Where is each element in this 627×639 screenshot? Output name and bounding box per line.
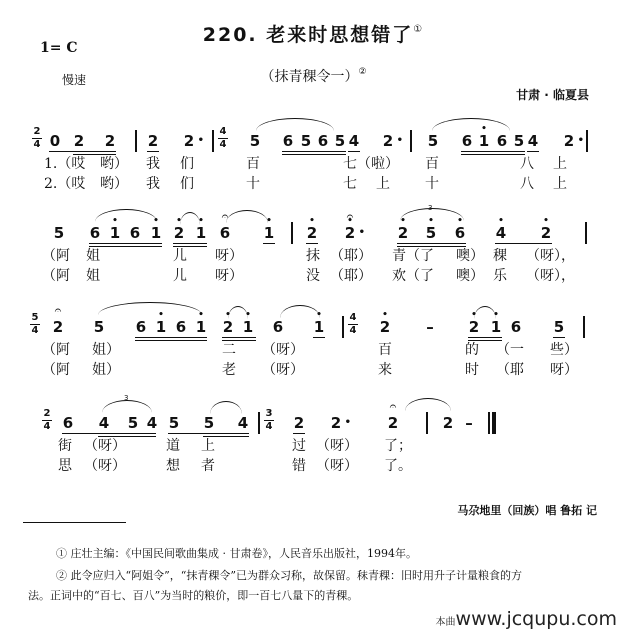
note: 5 — [53, 224, 65, 242]
lyric: 道 — [166, 438, 180, 454]
lyric: （呀） — [84, 458, 126, 474]
lyric: 街 — [58, 438, 72, 454]
beam — [306, 243, 318, 244]
note: • 2 — [379, 318, 391, 336]
lyric: 我 — [146, 156, 160, 172]
note: 2 • — [330, 414, 342, 432]
watermark-prefix: 本曲 — [435, 617, 456, 628]
score-line-3 — [0, 303, 627, 396]
note: • 6 — [454, 224, 466, 242]
lyric: 二 — [222, 342, 236, 358]
tempo-marking: 慢速 — [62, 73, 87, 87]
beam — [461, 151, 525, 152]
score-line-1 — [0, 120, 627, 210]
beam — [397, 246, 466, 247]
lyric: 抹 — [306, 248, 320, 264]
note: 4 — [237, 414, 249, 432]
lyric: （耶） — [330, 268, 372, 284]
note: • 1 — [195, 318, 207, 336]
subtitle — [0, 66, 627, 86]
note: 6 — [272, 318, 284, 336]
note: • 1 — [242, 318, 254, 336]
fermata-icon: 𝄐 — [346, 209, 354, 223]
note: 4 — [527, 132, 539, 150]
lyric: 了； — [384, 438, 412, 454]
lyric: （呀） — [316, 458, 358, 474]
note: • 1 — [313, 318, 325, 336]
lyric: 噢） — [456, 268, 484, 284]
note: • 2 • — [344, 224, 356, 242]
watermark[interactable] — [436, 608, 617, 630]
note: • 2 — [468, 318, 480, 336]
lyric: 姐） — [92, 362, 120, 378]
footnote-ref-1[interactable]: ① — [413, 24, 425, 35]
barline — [212, 130, 214, 152]
beam — [282, 151, 346, 152]
lyric: 呀） — [215, 268, 243, 284]
beam — [553, 337, 565, 338]
note: 6 — [461, 132, 473, 150]
lyric: 十 — [425, 176, 439, 192]
note: 5 — [93, 318, 105, 336]
fermata-icon: 𝄐 — [389, 399, 397, 413]
lyric: （一 — [496, 342, 524, 358]
note: • 4 — [495, 224, 507, 242]
lyric: 儿 — [173, 268, 187, 284]
song-title — [0, 20, 627, 47]
barline — [585, 222, 587, 244]
beam — [173, 243, 207, 244]
note: 5 — [334, 132, 346, 150]
lyric: （呀）， — [526, 268, 575, 284]
note: • 1 — [478, 132, 490, 150]
lyric: 了。 — [384, 458, 412, 474]
beam — [73, 154, 116, 155]
lyric: 时 — [465, 362, 479, 378]
lyric: 百 — [246, 156, 260, 172]
note: 6 — [135, 318, 147, 336]
fermata-icon: 𝄐 — [221, 209, 229, 223]
note: 5 — [203, 414, 215, 432]
lyric: 们 — [180, 176, 194, 192]
note: 6 — [175, 318, 187, 336]
beam — [495, 243, 552, 244]
lyric: 八 — [520, 156, 534, 172]
slur — [95, 209, 157, 222]
lyric: 我 — [146, 176, 160, 192]
lyric: 2.（哎 — [44, 176, 86, 192]
barline — [258, 412, 260, 434]
song-origin: 甘肃 · 临夏县 — [516, 88, 589, 102]
beam — [203, 436, 249, 437]
lyric: （阿 — [42, 342, 70, 358]
beam — [293, 433, 305, 434]
lyric: （阿 — [42, 268, 70, 284]
note: • 2 — [540, 224, 552, 242]
note: 6 — [282, 132, 294, 150]
lyric: （呀） — [316, 438, 358, 454]
slur — [256, 118, 334, 131]
lyric: （呀）， — [526, 248, 575, 264]
footnote-1: ① 庄壮主编：《中国民间歌曲集成 · 甘肃卷》，人民音乐出版社，1994年。 — [56, 547, 417, 560]
triplet-mark: 3 — [124, 394, 129, 402]
note: 6 — [317, 132, 329, 150]
lyric: 乐 — [493, 268, 507, 284]
beam — [98, 436, 156, 437]
beam — [313, 337, 325, 338]
lyric: 欢（了 — [392, 268, 434, 284]
lyric: 姐） — [92, 342, 120, 358]
dash: – — [465, 414, 473, 432]
footnote-ref-2[interactable]: ② — [358, 67, 367, 77]
lyric: 1.（哎 — [44, 156, 86, 172]
lyric: （耶） — [330, 248, 372, 264]
time-signature: 2 4 — [43, 408, 51, 432]
note: 6 — [496, 132, 508, 150]
barline — [583, 316, 585, 338]
barline — [342, 316, 344, 338]
beam — [135, 340, 207, 341]
note: 5 — [127, 414, 139, 432]
note: • 5 — [425, 224, 437, 242]
lyric: 想 — [166, 458, 180, 474]
triplet-mark: 3 — [428, 204, 433, 212]
lyric: 思 — [58, 458, 72, 474]
slur — [432, 118, 510, 131]
note: 4 — [146, 414, 158, 432]
score-line-4 — [0, 394, 627, 492]
lyric: 错 — [292, 458, 306, 474]
note: 2 — [293, 414, 305, 432]
note: 6 — [510, 318, 522, 336]
time-signature: 5 4 — [31, 312, 39, 336]
note: 2 • — [183, 132, 195, 150]
note: 2 — [387, 414, 399, 432]
note: 5 — [300, 132, 312, 150]
beam — [468, 340, 502, 341]
watermark-site[interactable]: www.jcqupu.com — [455, 608, 617, 630]
barline — [135, 130, 137, 152]
beam — [461, 154, 525, 155]
subtitle-text: （抹青稞令一） — [260, 69, 359, 85]
note: • 2 — [173, 224, 185, 242]
key-signature: 1= C — [40, 40, 78, 56]
note: • 2 — [306, 224, 318, 242]
lyric: 稞 — [493, 248, 507, 264]
note: 5 — [249, 132, 261, 150]
beam — [527, 151, 539, 152]
note: 5 — [427, 132, 439, 150]
lyric: 儿 — [173, 248, 187, 264]
lyric: 七 — [343, 156, 357, 172]
beam — [263, 243, 275, 244]
lyric: 上 — [376, 176, 390, 192]
lyric: 来 — [378, 362, 392, 378]
note: • 1 — [490, 318, 502, 336]
lyric: 呀） — [550, 362, 578, 378]
barline — [426, 412, 428, 434]
note: • 1 — [263, 224, 275, 242]
note: 6 — [129, 224, 141, 242]
beam — [168, 433, 249, 434]
fermata-icon: 𝄐 — [54, 303, 62, 317]
lyric: 八 — [520, 176, 534, 192]
lyric: 呀） — [215, 248, 243, 264]
note: 5 — [513, 132, 525, 150]
lyric: 者 — [201, 458, 215, 474]
lyric: 上 — [553, 156, 567, 172]
lyric: 些） — [550, 342, 578, 358]
lyric: 七 — [343, 176, 357, 192]
beam — [282, 154, 346, 155]
note: 6 — [62, 414, 74, 432]
lyric: 哟） — [100, 176, 128, 192]
lyric: （阿 — [42, 362, 70, 378]
lyric: 姐 — [86, 268, 100, 284]
final-barline-thick — [492, 412, 496, 434]
barline — [291, 222, 293, 244]
note: 2 — [104, 132, 116, 150]
lyric: 噢） — [456, 248, 484, 264]
note: 4 — [98, 414, 110, 432]
beam — [147, 151, 159, 152]
lyric: 没 — [306, 268, 320, 284]
lyric: 百 — [378, 342, 392, 358]
lyric: （呀） — [262, 342, 304, 358]
time-signature: 4 4 — [349, 312, 357, 336]
slur — [98, 302, 202, 315]
lyric: （啦） — [357, 156, 399, 172]
note: • 1 — [150, 224, 162, 242]
performer-credit: 马尕地里（回族）唱 鲁拓 记 — [457, 504, 597, 517]
beam — [135, 337, 207, 338]
note: • 1 — [155, 318, 167, 336]
note: 6 — [219, 224, 231, 242]
lyric: （呀） — [262, 362, 304, 378]
barline — [410, 130, 412, 152]
beam — [89, 246, 162, 247]
beam — [222, 337, 256, 338]
score-line-2 — [0, 204, 627, 302]
lyric: （耶 — [496, 362, 524, 378]
lyric: （阿 — [42, 248, 70, 264]
lyric: 们 — [180, 156, 194, 172]
beam — [89, 243, 162, 244]
footnote-2: ② 此令应归入“阿姐令”，“抹青稞令”已为群众习称，故保留。秣青稞：旧时用升子计量粮食的方 — [56, 569, 522, 582]
lyric: 的 — [465, 342, 479, 358]
note: 2 — [442, 414, 454, 432]
slur — [226, 210, 268, 223]
footnote-2-continued: 法。正词中的“百七、百八”为当时的粮价，即一百七八量下的青稞。 — [28, 589, 359, 602]
note: • 1 — [109, 224, 121, 242]
beam — [49, 151, 116, 152]
lyric: 过 — [292, 438, 306, 454]
note: • 2 — [222, 318, 234, 336]
final-barline-thin — [488, 412, 490, 434]
beam — [173, 246, 207, 247]
footnote-divider — [23, 522, 126, 523]
note: 2 • — [563, 132, 575, 150]
note: • 1 — [195, 224, 207, 242]
note: 2 — [147, 132, 159, 150]
lyric: 十 — [246, 176, 260, 192]
beam — [348, 151, 360, 152]
slur — [405, 398, 451, 411]
time-signature: 3 4 — [265, 408, 273, 432]
note: 6 — [89, 224, 101, 242]
note: 5 — [553, 318, 565, 336]
beam — [62, 433, 156, 434]
lyric: 百 — [425, 156, 439, 172]
lyric: 姐 — [86, 248, 100, 264]
beam — [222, 340, 256, 341]
beam — [397, 243, 466, 244]
dash: – — [426, 318, 434, 336]
lyric: 上 — [553, 176, 567, 192]
time-signature: 4 4 — [219, 126, 227, 150]
lyric: 老 — [222, 362, 236, 378]
note: 2 • — [382, 132, 394, 150]
barline — [586, 130, 588, 152]
note: 5 — [168, 414, 180, 432]
note: 2 — [52, 318, 64, 336]
lyric: 青（了 — [392, 248, 434, 264]
slur — [210, 401, 242, 414]
note: 2 — [73, 132, 85, 150]
song-title-text: 220. 老来时思想错了 — [202, 24, 414, 46]
note: 4 — [348, 132, 360, 150]
beam — [468, 337, 502, 338]
time-signature: 2 4 — [33, 126, 41, 150]
lyric: 上 — [201, 438, 215, 454]
note: 0 — [49, 132, 61, 150]
lyric: （呀） — [84, 438, 126, 454]
note: • 2 — [397, 224, 409, 242]
lyric: 哟） — [100, 156, 128, 172]
